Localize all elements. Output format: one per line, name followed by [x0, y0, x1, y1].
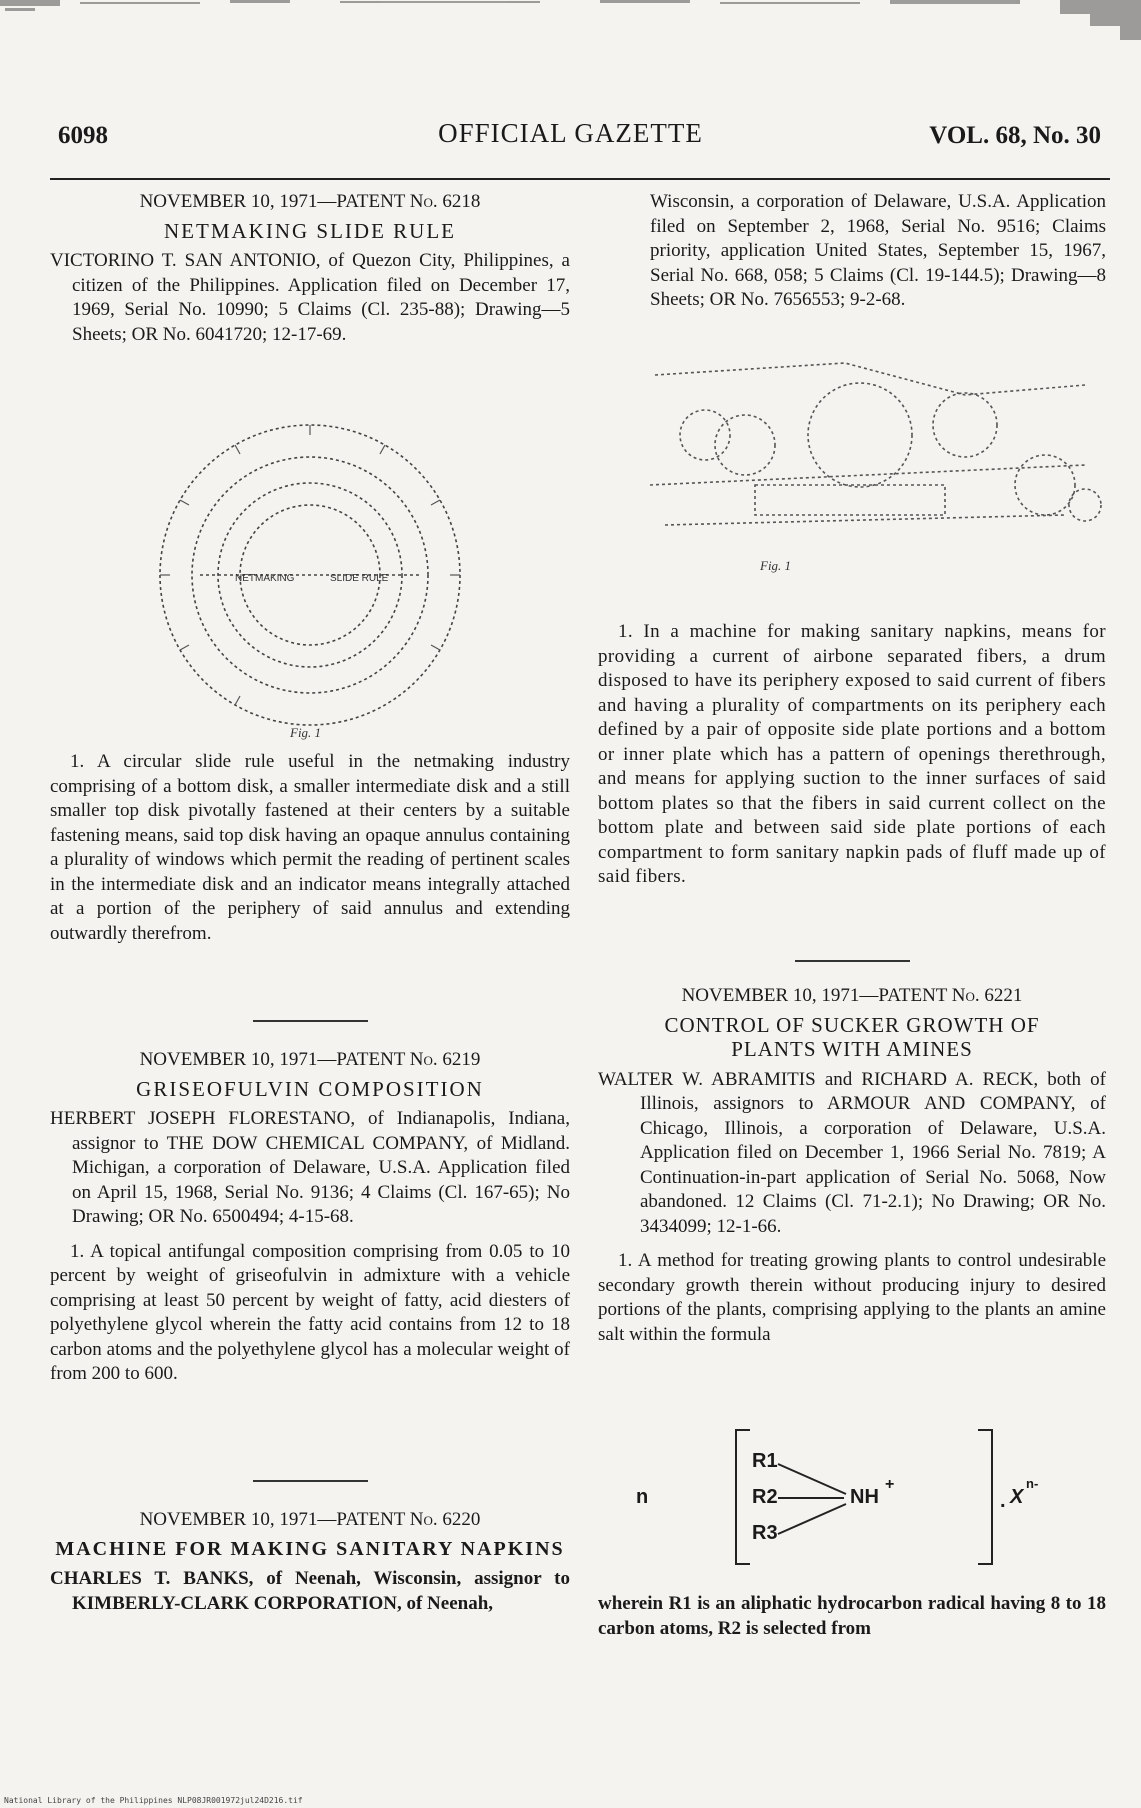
patent-6220-continuation [650, 190, 1106, 313]
formula-anion: X [1010, 1486, 1024, 1508]
formula-r2: R2 [752, 1486, 778, 1508]
publication-title: OFFICIAL GAZETTE [438, 118, 703, 148]
patent-6218-claim-block [50, 750, 570, 946]
patent-6218-date: NOVEMBER 10, 1971—PATENT No. 6218 [139, 191, 481, 212]
separator [795, 960, 910, 962]
patent-6219-date: NOVEMBER 10, 1971—PATENT No. 6219 [139, 1049, 481, 1070]
left-column-top [50, 190, 570, 347]
slide-rule-figure [140, 405, 470, 745]
napkin-machine-figure [645, 355, 1105, 585]
patent-6220-inventor: CHARLES T. BANKS, of Neenah, Wisconsin, assignor to KIMBERLY-CLARK CORPORATION, of Neenah, [50, 1568, 570, 1614]
patent-6221-date: NOVEMBER 10, 1971—PATENT No. 6221 [681, 985, 1023, 1006]
page-number: 6098 [58, 122, 108, 149]
patent-6221-title: CONTROL OF SUCKER GROWTH OF PLANTS WITH AMINES [664, 1012, 1040, 1061]
patent-6219-inventor: HERBERT JOSEPH FLORESTANO, of Indianapolis, Indiana, assignor to THE DOW CHEMICAL COMPANY, of Midland. Michigan, a corporation of Delaware, U.S.A. Application filed on April 15, 1968, Serial No. 9136; 4 Claims (Cl. 167-65); No Drawing; OR No. 6500494; 4-15-68. [50, 1108, 570, 1227]
left-column-6220 [50, 1480, 570, 1616]
separator [253, 1480, 368, 1482]
patent-6220-inventor-cont: Wisconsin, a corporation of Delaware, U.S.A. Application filed on September 2, 1968, Serial No. 9516; Claims priority, application United States, September 15, 1967, Serial No. 668, 058; 5 Claims (Cl. 19-144.5); Drawing—8 Sheets; OR No. 7656553; 9-2-68. [650, 191, 1106, 310]
scan-noise [0, 0, 1141, 40]
formula-n: n [636, 1486, 649, 1508]
patent-6221-inventor: WALTER W. ABRAMITIS and RICHARD A. RECK, both of Illinois, assignors to ARMOUR AND COMPANY, of Chicago, Illinois, a corporation of Delaware, U.S.A. Application filed on December 1, 1966 Serial No. 7819; A Continuation-in-part application of Serial No. 5068, Now abandoned. 12 Claims (Cl. 71-2.1); No Drawing; OR No. 3434099; 12-1-66. [598, 1068, 1106, 1237]
slide-rule-window-left: NETMAKING [235, 573, 295, 584]
patent-6220-claim-block [598, 620, 1106, 890]
patent-6218-claim: 1. A circular slide rule useful in the netmaking industry comprising of a bottom disk, a smaller intermediate disk and a still smaller top disk pivotally fastened at their centers by a suitable fastening means, said top disk having an opaque annulus containing a plurality of windows which permit the reading of pertinent scales in the intermediate disk and an indicator means integrally attached at a portion of the periphery of said annulus and extending outwardly therefrom. [50, 751, 570, 944]
slide-rule-figure-label: Fig. 1 [290, 725, 322, 740]
amine-salt-formula [600, 1418, 1100, 1578]
patent-6219-claim: 1. A topical antifungal composition comprising from 0.05 to 10 percent by weight of griseofulvin in admixture with a vehicle comprising at least 50 percent by weight of fatty, acid diesters of polyethylene glycol wherein the fatty acid contains from 12 to 18 carbon atoms and the polyethylene glycol has a molecular weight of from 200 to 600. [50, 1240, 570, 1384]
left-column-6219 [50, 1020, 570, 1387]
formula-r3: R3 [752, 1522, 778, 1544]
napkin-machine-figure-label: Fig. 1 [760, 558, 792, 573]
scan-footer: National Library of the Philippines NLP08JR001972jul24D216.tif [4, 1796, 303, 1805]
patent-6220-title: MACHINE FOR MAKING SANITARY NAPKINS [55, 1537, 565, 1560]
volume-number: VOL. 68, No. 30 [929, 122, 1101, 149]
right-column-6221 [598, 960, 1106, 1347]
slide-rule-window-right: SLIDE RULE [330, 573, 389, 584]
patent-6221-claim-cont: wherein R1 is an aliphatic hydrocarbon radical having 8 to 18 carbon atoms, R2 is selected from [598, 1593, 1106, 1639]
patent-6218-title: NETMAKING SLIDE RULE [164, 218, 456, 243]
separator [253, 1020, 368, 1022]
formula-nh: NH [850, 1486, 879, 1508]
patent-6220-claim: 1. In a machine for making sanitary napkins, means for providing a current of airbone separated fibers, a drum disposed to have its periphery exposed to said current of fibers and having a plurality of compartments on its periphery each defined by a pair of opposite side plate portions and a bottom or inner plate which has a pattern of openings therethrough, and means for applying suction to the inner surfaces of said bottom plates so that the fibers in said current collect on the bottom plate and between said side plate portions of each compartment to form sanitary napkin pads of fluff made up of said fibers. [598, 621, 1106, 887]
patent-6221-claim-cont-block [598, 1592, 1106, 1641]
patent-6218-inventor: VICTORINO T. SAN ANTONIO, of Quezon City, Philippines, a citizen of the Philippines. Application filed on December 17, 1969, Serial No. 10990; 5 Claims (Cl. 235-88); Drawing—5 Sheets; OR No. 6041720; 12-17-69. [50, 250, 570, 345]
formula-anion-charge: n- [1026, 1476, 1039, 1491]
patent-6219-title: GRISEOFULVIN COMPOSITION [136, 1076, 484, 1101]
header-rule [50, 178, 1110, 180]
patent-6220-date: NOVEMBER 10, 1971—PATENT No. 6220 [139, 1509, 481, 1530]
patent-6221-claim: 1. A method for treating growing plants to control undesirable secondary growth therein without producing injury to desired portions of the plants, comprising applying to the plants an amine salt within the formula [598, 1250, 1106, 1345]
formula-plus: + [885, 1476, 895, 1493]
formula-r1: R1 [752, 1450, 778, 1472]
formula-dot: . [1000, 1490, 1006, 1512]
